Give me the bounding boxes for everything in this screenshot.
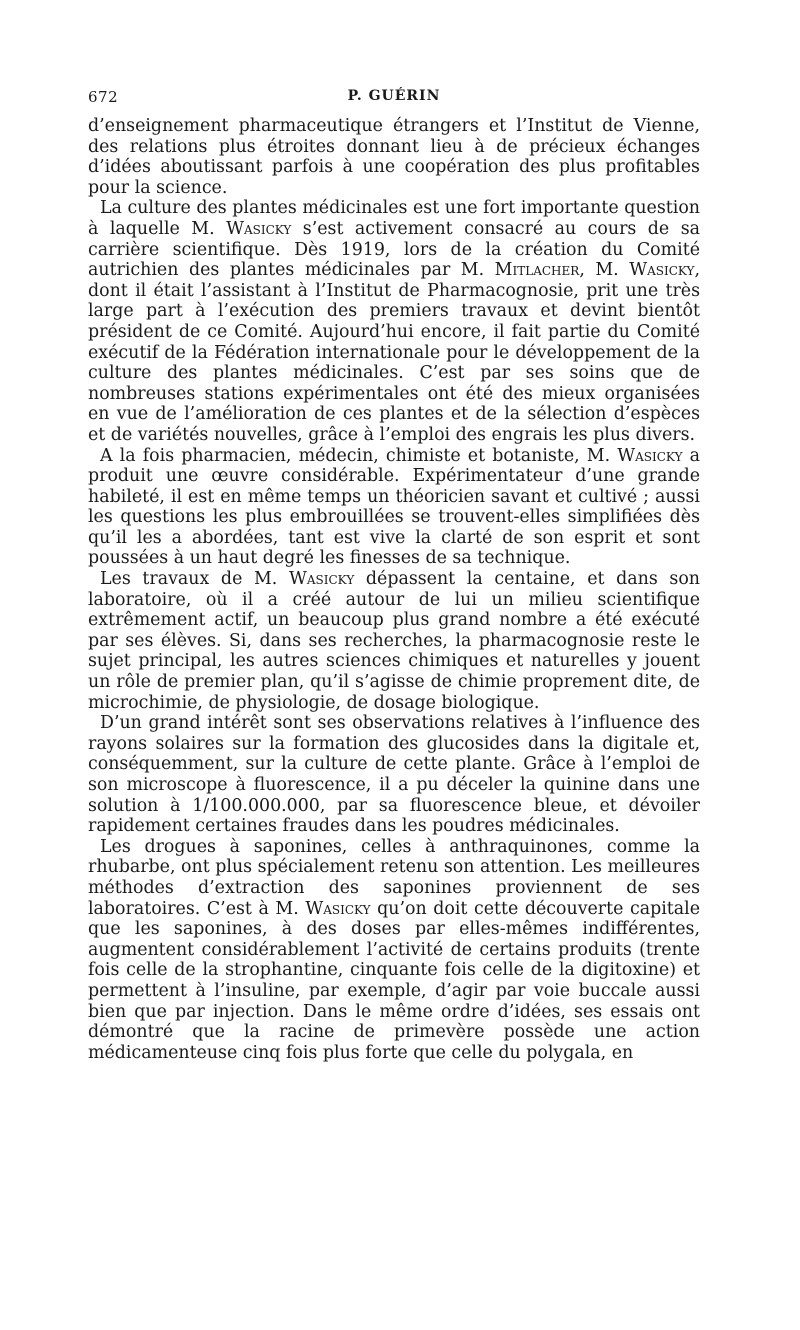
text-run: a produit une œuvre considérable. Expérimentateur d’une grande habileté, il est en même temps un théoricien savant et cultivé ; aussi les questions les plus embrouillées se trouvent-elles simplifiées dès qu’il les a abordées, tant est vive la clarté de son esprit et sont poussées à un haut degré les finesses de sa technique. — [88, 445, 700, 569]
text-run: dépassent la centaine, et dans son laboratoire, où il a créé autour de lui un milieu scientifique extrêmement actif, un beaucoup plus grand nombre a été exécuté par ses élèves. Si, dans ses recherches, la pharmacognosie reste le sujet principal, les autres sciences chimiques et naturelles y jouent un rôle de premier plan, qu’il s’agisse de chimie proprement dite, de microchimie, de physiologie, de dosage biologique. — [88, 569, 700, 713]
author-name: Wasicky — [617, 445, 683, 466]
author-name: Wasicky — [289, 569, 355, 590]
paragraph — [88, 713, 700, 837]
paragraph — [88, 837, 700, 1064]
text-run: qu’on doit cette découverte capitale que les saponines, à des doses par elles-mêmes indifférentes, augmentent considérablement l’activité de certains produits (trente fois celle de la strophantine, cinquante fois celle de la digitoxine) et permettent à l’insuline, par exemple, d’agir par voie buccale aussi bien que par injection. Dans le même ordre d’idées, ses essais ont démontré que la racine de primevère possède une action médicamenteuse cinq fois plus forte que celle du polygala, en — [88, 898, 700, 1063]
page-number: 672 — [88, 88, 119, 106]
text-run: , dont il était l’assistant à l’Institut de Pharmacognosie, prit une très large part à l’exécution des premiers travaux et devint bientôt président de ce Comité. Aujourd’hui encore, il fait partie du Comité exécutif de la Fédération internationale pour le développement de la culture des plantes médicinales. C’est par ses soins que de nombreuses stations expérimentales ont été des mieux organisées en vue de l’amélioration de ces plantes et de la sélection d’espèces et de variétés nouvelles, grâce à l’emploi des engrais les plus divers. — [88, 260, 701, 445]
page — [88, 88, 700, 1063]
body-text — [88, 116, 700, 1063]
text-run: d’enseignement pharmaceutique étrangers et l’Institut de Vienne, des relations plus étroites donnant lieu à de précieux échanges d’idées aboutissant parfois à une coopération des plus profitables pour la science. — [88, 116, 700, 198]
paragraph — [88, 446, 700, 570]
author-name: Wasicky — [226, 218, 292, 239]
text-run: s’est activement consacré au cours de sa carrière scientifique. Dès 1919, lors de la création du Comité autrichien des plantes médicinales par M. — [88, 218, 700, 281]
paragraph — [88, 116, 700, 198]
text-run: Les drogues à saponines, celles à anthraquinones, comme la rhubarbe, ont plus spécialement retenu son attention. Les meilleures méthodes d’extraction des saponines proviennent de ses laboratoires. C’est à M. — [88, 836, 700, 919]
paragraph — [88, 569, 700, 713]
text-run: Les travaux de M. — [100, 569, 289, 590]
text-run: , M. — [579, 260, 630, 281]
text-run: A la fois pharmacien, médecin, chimiste et botaniste, M. — [100, 445, 618, 466]
running-head: P. GUÉRIN — [347, 88, 441, 104]
paragraph — [88, 198, 700, 445]
author-name: Wasicky — [629, 260, 695, 281]
author-name: Wasicky — [305, 898, 371, 919]
text-run: La culture des plantes médicinales est une fort importante question à laquelle M. — [88, 198, 700, 239]
page-header — [88, 88, 700, 116]
text-run: D’un grand intérêt sont ses observations relatives à l’influence des rayons solaires sur la formation des glucosides dans la digitale et, conséquemment, sur la culture de cette plante. Grâce à l’emploi de son microscope à fluorescence, il a pu déceler la quinine dans une solution à 1/100.000.000, par sa fluorescence bleue, et dévoiler rapidement certaines fraudes dans les poudres médicinales. — [88, 713, 700, 837]
author-name: Mitlacher — [494, 260, 580, 281]
